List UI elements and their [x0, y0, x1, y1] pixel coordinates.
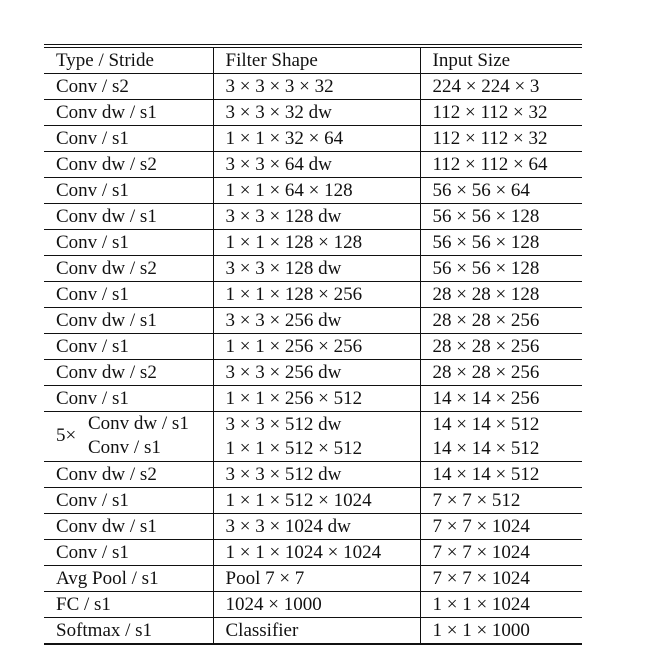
layer-type-cell: Conv dw / s1 — [44, 514, 213, 540]
layer-type-cell: Softmax / s1 — [44, 618, 213, 644]
input-size-cell: 56 × 56 × 128 — [420, 256, 582, 282]
input-size-cell: 28 × 28 × 256 — [420, 334, 582, 360]
table-row — [44, 74, 582, 100]
table-row — [44, 540, 582, 566]
header-filter-shape: Filter Shape — [213, 48, 420, 74]
layer-type-cell: Conv dw / s1 — [44, 204, 213, 230]
table-row — [44, 152, 582, 178]
input-size-cell: 7 × 7 × 1024 — [420, 566, 582, 592]
layer-type-cell: Conv / s1 — [44, 540, 213, 566]
filter-shape-cell: 3 × 3 × 256 dw — [213, 360, 420, 386]
input-size-cell: 14 × 14 × 256 — [420, 386, 582, 412]
table-row — [44, 566, 582, 592]
table-row — [44, 230, 582, 256]
filter-shape-cell: 3 × 3 × 32 dw — [213, 100, 420, 126]
layer-type-cell: Conv / s1 — [44, 282, 213, 308]
table-row — [44, 256, 582, 282]
table-body — [44, 74, 582, 644]
input-size-cell: 112 × 112 × 64 — [420, 152, 582, 178]
layer-type-cell: Conv dw / s1 — [44, 100, 213, 126]
table-row — [44, 204, 582, 230]
repeat-input-cell — [420, 412, 582, 462]
input-size-cell: 28 × 28 × 256 — [420, 360, 582, 386]
table-row — [44, 178, 582, 204]
header-input-size: Input Size — [420, 48, 582, 74]
repeat-input-size: 14 × 14 × 512 — [432, 437, 540, 459]
architecture-table-container — [44, 44, 582, 645]
table-row — [44, 360, 582, 386]
filter-shape-cell: 3 × 3 × 3 × 32 — [213, 74, 420, 100]
filter-shape-cell: 1 × 1 × 128 × 256 — [213, 282, 420, 308]
repeat-filter-shape: 3 × 3 × 512 dw — [225, 413, 342, 435]
input-size-cell: 28 × 28 × 128 — [420, 282, 582, 308]
layer-type-cell: Conv / s1 — [44, 488, 213, 514]
layer-type-cell: Conv / s1 — [44, 334, 213, 360]
input-size-cell: 56 × 56 × 64 — [420, 178, 582, 204]
input-size-cell: 7 × 7 × 1024 — [420, 514, 582, 540]
repeat-layer-type: Conv / s1 — [88, 437, 161, 458]
repeat-filter-cell — [213, 412, 420, 462]
repeat-type-cell — [44, 412, 213, 462]
filter-shape-cell: 1 × 1 × 64 × 128 — [213, 178, 420, 204]
filter-shape-cell: 1 × 1 × 32 × 64 — [213, 126, 420, 152]
filter-shape-cell: 1 × 1 × 128 × 128 — [213, 230, 420, 256]
input-size-cell: 7 × 7 × 512 — [420, 488, 582, 514]
repeat-layer-type: Conv dw / s1 — [88, 413, 189, 434]
layer-type-cell: Conv / s1 — [44, 386, 213, 412]
input-size-cell: 224 × 224 × 3 — [420, 74, 582, 100]
filter-shape-cell: 3 × 3 × 128 dw — [213, 256, 420, 282]
input-size-cell: 14 × 14 × 512 — [420, 462, 582, 488]
filter-shape-cell: Classifier — [213, 618, 420, 644]
input-size-cell: 7 × 7 × 1024 — [420, 540, 582, 566]
input-size-cell: 1 × 1 × 1024 — [420, 592, 582, 618]
table-row — [44, 100, 582, 126]
filter-shape-cell: Pool 7 × 7 — [213, 566, 420, 592]
filter-shape-cell: 1 × 1 × 1024 × 1024 — [213, 540, 420, 566]
table-row — [44, 488, 582, 514]
layer-type-cell: Conv / s1 — [44, 126, 213, 152]
layer-type-cell: Conv dw / s2 — [44, 152, 213, 178]
filter-shape-cell: 1 × 1 × 256 × 512 — [213, 386, 420, 412]
layer-type-cell: FC / s1 — [44, 592, 213, 618]
layer-type-cell: Conv dw / s2 — [44, 360, 213, 386]
table-row — [44, 592, 582, 618]
repeat-input-size: 14 × 14 × 512 — [432, 413, 540, 435]
filter-shape-cell: 3 × 3 × 128 dw — [213, 204, 420, 230]
filter-shape-cell: 3 × 3 × 1024 dw — [213, 514, 420, 540]
layer-type-cell: Conv dw / s1 — [44, 308, 213, 334]
filter-shape-cell: 3 × 3 × 256 dw — [213, 308, 420, 334]
filter-shape-cell: 1024 × 1000 — [213, 592, 420, 618]
table-row — [44, 618, 582, 644]
input-size-cell: 28 × 28 × 256 — [420, 308, 582, 334]
layer-type-cell: Conv dw / s2 — [44, 256, 213, 282]
architecture-table — [44, 47, 582, 644]
input-size-cell: 56 × 56 × 128 — [420, 230, 582, 256]
input-size-cell: 112 × 112 × 32 — [420, 126, 582, 152]
filter-shape-cell: 1 × 1 × 512 × 1024 — [213, 488, 420, 514]
header-row — [44, 48, 582, 74]
table-row — [44, 126, 582, 152]
repeat-block-row — [44, 412, 582, 462]
table-row — [44, 514, 582, 540]
filter-shape-cell: 3 × 3 × 512 dw — [213, 462, 420, 488]
input-size-cell: 1 × 1 × 1000 — [420, 618, 582, 644]
table-row — [44, 308, 582, 334]
layer-type-cell: Avg Pool / s1 — [44, 566, 213, 592]
table-row — [44, 462, 582, 488]
table-row — [44, 282, 582, 308]
table-row — [44, 386, 582, 412]
layer-type-cell: Conv / s2 — [44, 74, 213, 100]
repeat-multiplier: 5× — [56, 425, 77, 446]
filter-shape-cell: 3 × 3 × 64 dw — [213, 152, 420, 178]
repeat-filter-shape: 1 × 1 × 512 × 512 — [225, 437, 363, 459]
table-top-rule — [44, 44, 582, 45]
table-bottom-rule — [44, 644, 582, 645]
layer-type-cell: Conv / s1 — [44, 178, 213, 204]
input-size-cell: 112 × 112 × 32 — [420, 100, 582, 126]
filter-shape-cell: 1 × 1 × 256 × 256 — [213, 334, 420, 360]
layer-type-cell: Conv / s1 — [44, 230, 213, 256]
header-type-stride: Type / Stride — [44, 48, 213, 74]
layer-type-cell: Conv dw / s2 — [44, 462, 213, 488]
table-row — [44, 334, 582, 360]
input-size-cell: 56 × 56 × 128 — [420, 204, 582, 230]
